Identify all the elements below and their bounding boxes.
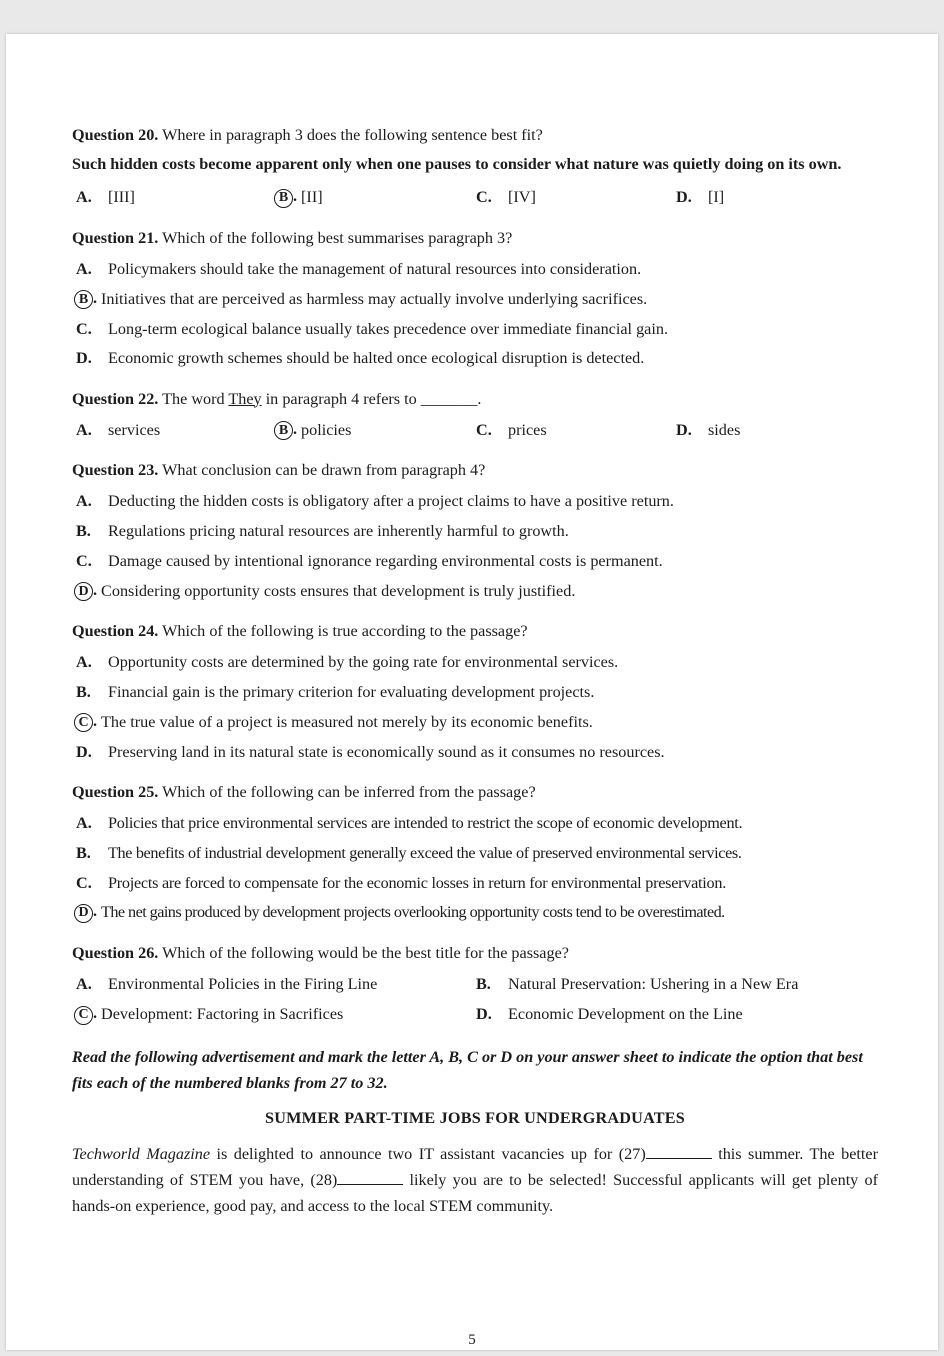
option-text: [IV]	[508, 188, 536, 207]
option-letter: D .	[72, 902, 98, 923]
option-text: Policies that price environmental services are intended to restrict the scope of economic development.	[108, 814, 743, 832]
option-c[interactable]	[472, 188, 672, 207]
option-letter: B.	[476, 974, 491, 993]
option-text: Long-term ecological balance usually takes precedence over immediate financial gain.	[108, 319, 669, 338]
question-26-prompt	[72, 944, 878, 963]
question-number: Question 22.	[72, 389, 159, 408]
option-letter: B.	[76, 682, 91, 701]
advertisement-text	[72, 1142, 878, 1220]
option-text: Policymakers should take the management of natural resources into consideration.	[108, 259, 642, 278]
question-25	[72, 783, 878, 928]
option-letter: C .	[72, 1004, 98, 1025]
question-26	[72, 944, 878, 1030]
page-content	[72, 126, 878, 1219]
option-a[interactable]	[72, 254, 878, 284]
option-text: The benefits of industrial development generally exceed the value of preserved environmental services.	[108, 843, 742, 862]
option-text: Initiatives that are perceived as harmless may actually involve underlying sacrifices.	[101, 289, 648, 308]
blank-28[interactable]	[337, 1173, 403, 1185]
option-b[interactable]	[72, 517, 878, 547]
option-text: services	[108, 420, 161, 439]
document-page	[6, 34, 938, 1350]
question-number: Question 25.	[72, 782, 159, 801]
option-letter: C.	[76, 551, 92, 570]
option-letter: C.	[76, 873, 92, 892]
option-text: [II]	[301, 188, 323, 207]
option-text: policies	[301, 420, 352, 439]
option-letter: A.	[76, 492, 92, 511]
question-25-prompt	[72, 783, 878, 802]
ad-sentence-2b: likely you are to be selected! Successful applicants will get plenty of hands-on experience, good pay, and access to the local STEM community.	[72, 1170, 878, 1215]
question-text-after: in paragraph 4 refers to _______.	[265, 389, 482, 408]
page-number: 5	[468, 1332, 476, 1348]
keyword-they: They	[228, 389, 262, 408]
option-b-selected[interactable]	[272, 187, 472, 208]
option-d[interactable]	[472, 1005, 872, 1024]
answer-circle-icon: B	[274, 189, 293, 208]
option-text: Damage caused by intentional ignorance regarding environmental costs is permanent.	[108, 551, 663, 570]
option-text: Natural Preservation: Ushering in a New Era	[508, 974, 799, 993]
option-d[interactable]	[72, 737, 878, 767]
question-24	[72, 622, 878, 767]
option-letter: B.	[76, 843, 91, 862]
option-text: Projects are forced to compensate for the economic losses in return for environmental preservation.	[108, 873, 727, 892]
option-letter: A.	[76, 653, 92, 672]
question-text: Which of the following would be the best title for the passage?	[162, 943, 569, 962]
option-letter: B .	[72, 289, 98, 310]
question-text-before: The word	[162, 389, 225, 408]
option-a[interactable]	[72, 421, 272, 440]
section-instruction: Read the following advertisement and mark the letter A, B, C or D on your answer sheet to indicate the option that best fits each of the numbered blanks from 27 to 32.	[72, 1048, 863, 1093]
question-text: Where in paragraph 3 does the following sentence best fit?	[162, 126, 543, 144]
question-26-options-row-2	[72, 999, 878, 1029]
magazine-name: Techworld Magazine	[72, 1144, 211, 1163]
question-number: Question 20.	[72, 126, 159, 144]
option-text: Regulations pricing natural resources are inherently harmful to growth.	[108, 522, 569, 541]
option-a[interactable]	[72, 487, 878, 517]
question-text: Which of the following best summarises paragraph 3?	[162, 228, 513, 247]
option-text: Environmental Policies in the Firing Line	[108, 974, 378, 993]
option-letter: D.	[676, 188, 692, 207]
question-number: Question 24.	[72, 621, 159, 640]
option-text: Financial gain is the primary criterion for evaluating development projects.	[108, 682, 595, 701]
option-b-selected[interactable]	[272, 420, 472, 441]
option-text: Considering opportunity costs ensures that development is truly justified.	[101, 581, 576, 600]
question-21-prompt	[72, 229, 878, 248]
option-text: The true value of a project is measured not merely by its economic benefits.	[101, 712, 593, 731]
option-text: Economic growth schemes should be halted once ecological disruption is detected.	[108, 349, 645, 368]
option-letter: A.	[76, 420, 92, 439]
option-letter: A.	[76, 814, 92, 832]
option-letter: C.	[476, 420, 492, 439]
option-letter: B .	[272, 187, 298, 208]
answer-circle-icon: C	[74, 713, 93, 732]
answer-circle-icon: B	[74, 290, 93, 309]
option-b[interactable]	[472, 975, 872, 994]
question-20-prompt	[72, 126, 878, 145]
option-d[interactable]	[672, 188, 872, 207]
option-text: Economic Development on the Line	[508, 1004, 743, 1023]
option-a[interactable]	[72, 648, 878, 678]
option-text: Development: Factoring in Sacrifices	[101, 1004, 344, 1023]
option-c[interactable]	[72, 868, 878, 898]
option-letter: C .	[72, 712, 98, 733]
option-letter: A.	[76, 259, 92, 278]
question-20	[72, 126, 878, 213]
question-number: Question 21.	[72, 228, 159, 247]
question-text: Which of the following can be inferred from the passage?	[162, 782, 536, 801]
answer-circle-icon: D	[74, 582, 93, 601]
question-22	[72, 390, 878, 446]
option-letter: B .	[272, 420, 298, 441]
option-letter: A.	[76, 188, 92, 207]
option-text: Opportunity costs are determined by the going rate for environmental services.	[108, 653, 619, 672]
question-20-options	[72, 183, 878, 213]
question-22-prompt	[72, 390, 878, 409]
option-letter: A.	[76, 974, 92, 993]
question-26-options-row-1	[72, 969, 878, 999]
question-text: Which of the following is true according to the passage?	[162, 621, 528, 640]
option-text: sides	[708, 420, 741, 439]
option-text: The net gains produced by development projects overlooking opportunity costs tend to be overestimated.	[101, 903, 725, 922]
question-text: What conclusion can be drawn from paragraph 4?	[162, 461, 486, 480]
option-letter: C.	[476, 188, 492, 207]
blank-27[interactable]	[646, 1147, 712, 1159]
ad-sentence-1a: is delighted to announce two IT assistant vacancies up for (27)	[216, 1144, 646, 1163]
option-letter: D.	[476, 1004, 492, 1023]
option-d-selected[interactable]	[72, 898, 878, 928]
answer-circle-icon: C	[74, 1006, 93, 1025]
option-d[interactable]	[672, 421, 872, 440]
question-21	[72, 229, 878, 374]
option-text: prices	[508, 420, 547, 439]
option-letter: D.	[76, 742, 92, 761]
question-22-options	[72, 415, 878, 445]
option-d-selected[interactable]	[72, 576, 878, 606]
question-24-prompt	[72, 622, 878, 641]
question-number: Question 26.	[72, 943, 159, 962]
option-c-selected[interactable]	[72, 707, 878, 737]
question-23	[72, 461, 878, 606]
option-b[interactable]	[72, 838, 878, 868]
option-text: [I]	[708, 188, 725, 207]
option-c-selected[interactable]	[72, 1004, 472, 1025]
option-a[interactable]	[72, 808, 878, 838]
question-number: Question 23.	[72, 461, 159, 480]
option-letter: D.	[76, 349, 92, 368]
option-text: Preserving land in its natural state is economically sound as it consumes no resources.	[108, 742, 665, 761]
option-c[interactable]	[472, 421, 672, 440]
question-23-prompt	[72, 461, 878, 480]
answer-circle-icon: D	[74, 904, 93, 923]
ad-sentence-2a: The better understanding of STEM you have, (28)	[72, 1144, 878, 1189]
option-d[interactable]	[72, 344, 878, 374]
ad-sentence-1b: this summer.	[718, 1144, 804, 1163]
option-letter: D.	[676, 420, 692, 439]
option-a[interactable]	[72, 188, 272, 207]
advertisement-heading: SUMMER PART-TIME JOBS FOR UNDERGRADUATES	[265, 1109, 685, 1128]
option-a[interactable]	[72, 975, 472, 994]
option-b[interactable]	[72, 677, 878, 707]
option-b-selected[interactable]	[72, 284, 878, 314]
option-text: [III]	[108, 188, 135, 207]
question-20-sentence: Such hidden costs become apparent only when one pauses to consider what nature was quietly doing on its own.	[72, 154, 842, 173]
option-letter: C.	[76, 319, 92, 338]
option-c[interactable]	[72, 546, 878, 576]
option-text: Deducting the hidden costs is obligatory after a project claims to have a positive return.	[108, 492, 674, 511]
option-letter: B.	[76, 522, 91, 541]
answer-circle-icon: B	[274, 421, 293, 440]
option-letter: D .	[72, 581, 98, 602]
option-c[interactable]	[72, 314, 878, 344]
